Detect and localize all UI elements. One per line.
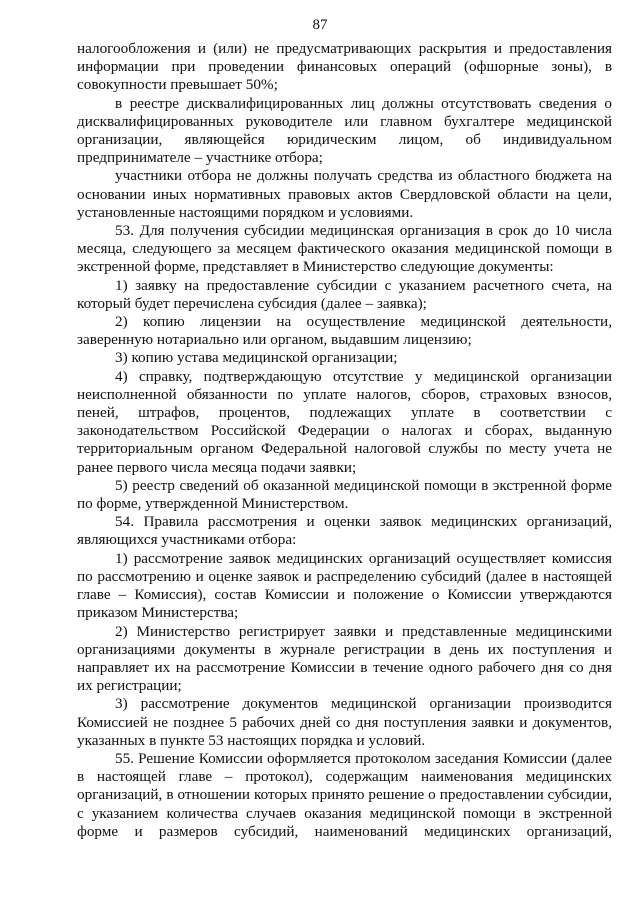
- paragraph-53-item-1: 1) заявку на предоставление субсидии с указанием расчетного счета, на который будет перечислена субсидия (далее – заявка);: [77, 276, 612, 312]
- paragraph-53-item-5: 5) реестр сведений об оказанной медицинской помощи в экстренной форме по форме, утвержденной Министерством.: [77, 476, 612, 513]
- page-number: 87: [312, 17, 328, 33]
- paragraph-53-item-2: 2) копию лицензии на осуществление медицинской деятельности, заверенную нотариально или органом, выдавшим лицензию;: [77, 313, 612, 349]
- paragraph-54-item-3: 3) рассмотрение документов медицинской организации производится Комиссией не позднее 5 рабочих дней со дня поступления заявки и документов, указанных в пункте 53 настоящих порядка и условий.: [77, 695, 612, 749]
- paragraph-53-intro: 53. Для получения субсидии медицинская организация в срок до 10 числа месяца, следующего за месяцем фактического оказания медицинской помощи в экстренной форме, представляет в Министерство следующие документы:: [77, 222, 612, 276]
- paragraph-54-item-1: 1) рассмотрение заявок медицинских организаций осуществляет комиссия по рассмотрению и оценке заявок и распределению субсидий (далее в настоящей главе – Комиссия), состав Комиссии и положение о Комиссии утверждаются приказом Министерства;: [77, 549, 612, 622]
- paragraph-53-item-3: 3) копию устава медицинской организации;: [115, 349, 398, 367]
- paragraph-offshore-continuation: налогообложения и (или) не предусматривающих раскрытия и предоставления информации при проведении финансовых операций (офшорные зоны), в совокупности превышает 50%;: [77, 40, 612, 94]
- paragraph-disqualified-registry: в реестре дисквалифицированных лиц должны отсутствовать сведения о дисквалифицированных руководителе или главном бухгалтере медицинской организации, являющейся юридическим лицом, об индивидуальном предпринимателе – участнике отбора;: [77, 94, 612, 167]
- paragraph-54-intro: 54. Правила рассмотрения и оценки заявок медицинских организаций, являющихся участниками отбора:: [77, 513, 612, 549]
- paragraph-53-item-4: 4) справку, подтверждающую отсутствие у медицинской организации неисполненной обязанности по уплате налогов, сборов, страховых взносов, пеней, штрафов, процентов, подлежащих уплате в соответствии с законодательством Российской Федерации о налогах и сборах, выданную территориальным органом Федеральной налоговой службы по месту учета не ранее первого числа месяца подачи заявки;: [77, 367, 612, 476]
- paragraph-55: 55. Решение Комиссии оформляется протоколом заседания Комиссии (далее в настоящей главе – протокол), содержащим наименования медицинских организаций, в отношении которых принято решение о предоставлении субсидии, с указанием количества случаев оказания медицинской помощи в экстренной форме и размеров субсидий, наименований медицинских организаций,: [77, 749, 612, 840]
- document-body: [77, 40, 612, 841]
- paragraph-no-other-funding: участники отбора не должны получать средства из областного бюджета на основании иных нормативных правовых актов Свердловской области на цели, установленные настоящими порядком и условиями.: [77, 167, 612, 221]
- paragraph-54-item-2: 2) Министерство регистрирует заявки и представленные медицинскими организациями документы в журнале регистрации в день их поступления и направляет их на рассмотрение Комиссии в течение одного рабочего дня со дня их регистрации;: [77, 622, 612, 695]
